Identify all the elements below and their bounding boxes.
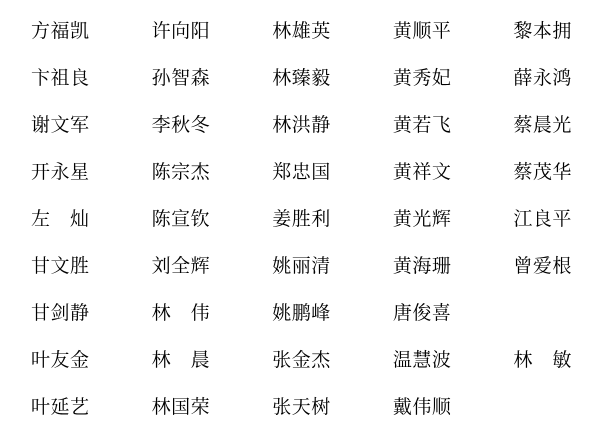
name-cell: 姚丽清 bbox=[272, 255, 331, 277]
name-cell: 薛永鸿 bbox=[513, 67, 572, 89]
name-cell: 谢文军 bbox=[31, 114, 90, 136]
name-cell: 甘文胜 bbox=[31, 255, 90, 277]
name-cell: 叶延艺 bbox=[31, 396, 90, 418]
name-cell: 郑忠国 bbox=[272, 161, 331, 183]
name-row bbox=[0, 384, 603, 431]
name-cell: 许向阳 bbox=[151, 20, 211, 42]
name-cell: 张天树 bbox=[272, 396, 331, 418]
name-cell: 方福凯 bbox=[31, 20, 90, 42]
name-row bbox=[0, 102, 603, 149]
name-cell: 温慧波 bbox=[392, 349, 452, 371]
name-cell: 黄顺平 bbox=[392, 20, 452, 42]
name-cell: 林 晨 bbox=[151, 349, 211, 371]
name-cell: 江良平 bbox=[513, 208, 572, 230]
name-cell: 孙智森 bbox=[151, 67, 211, 89]
name-cell: 黄海珊 bbox=[392, 255, 452, 277]
name-cell: 李秋冬 bbox=[151, 114, 211, 136]
name-cell: 叶友金 bbox=[31, 349, 90, 371]
name-cell: 姚鹏峰 bbox=[272, 302, 331, 324]
name-row bbox=[0, 337, 603, 384]
name-cell: 黄祥文 bbox=[392, 161, 452, 183]
name-cell: 林洪静 bbox=[272, 114, 331, 136]
name-cell: 开永星 bbox=[31, 161, 90, 183]
name-cell: 黎本拥 bbox=[513, 20, 572, 42]
name-cell: 黄光辉 bbox=[392, 208, 452, 230]
name-cell: 左 灿 bbox=[31, 208, 90, 230]
name-cell: 林 敏 bbox=[513, 349, 572, 371]
name-row bbox=[0, 8, 603, 55]
name-cell: 蔡茂华 bbox=[513, 161, 572, 183]
name-row bbox=[0, 196, 603, 243]
name-row bbox=[0, 243, 603, 290]
name-cell: 林国荣 bbox=[151, 396, 211, 418]
name-cell: 蔡晨光 bbox=[513, 114, 572, 136]
name-cell: 陈宗杰 bbox=[151, 161, 211, 183]
name-cell: 戴伟顺 bbox=[392, 396, 452, 418]
name-cell: 黄若飞 bbox=[392, 114, 452, 136]
name-cell: 林雄英 bbox=[272, 20, 331, 42]
name-row bbox=[0, 149, 603, 196]
name-cell: 林 伟 bbox=[151, 302, 211, 324]
name-cell: 唐俊喜 bbox=[392, 302, 452, 324]
name-row bbox=[0, 55, 603, 102]
name-cell: 刘全辉 bbox=[151, 255, 211, 277]
name-cell: 曾爱根 bbox=[513, 255, 572, 277]
name-cell: 甘剑静 bbox=[31, 302, 90, 324]
name-cell: 黄秀妃 bbox=[392, 67, 452, 89]
name-cell: 姜胜利 bbox=[272, 208, 331, 230]
name-cell: 陈宣钦 bbox=[151, 208, 211, 230]
name-cell: 卞祖良 bbox=[31, 67, 90, 89]
name-cell: 林臻毅 bbox=[272, 67, 331, 89]
name-cell: 张金杰 bbox=[272, 349, 331, 371]
name-row bbox=[0, 290, 603, 337]
